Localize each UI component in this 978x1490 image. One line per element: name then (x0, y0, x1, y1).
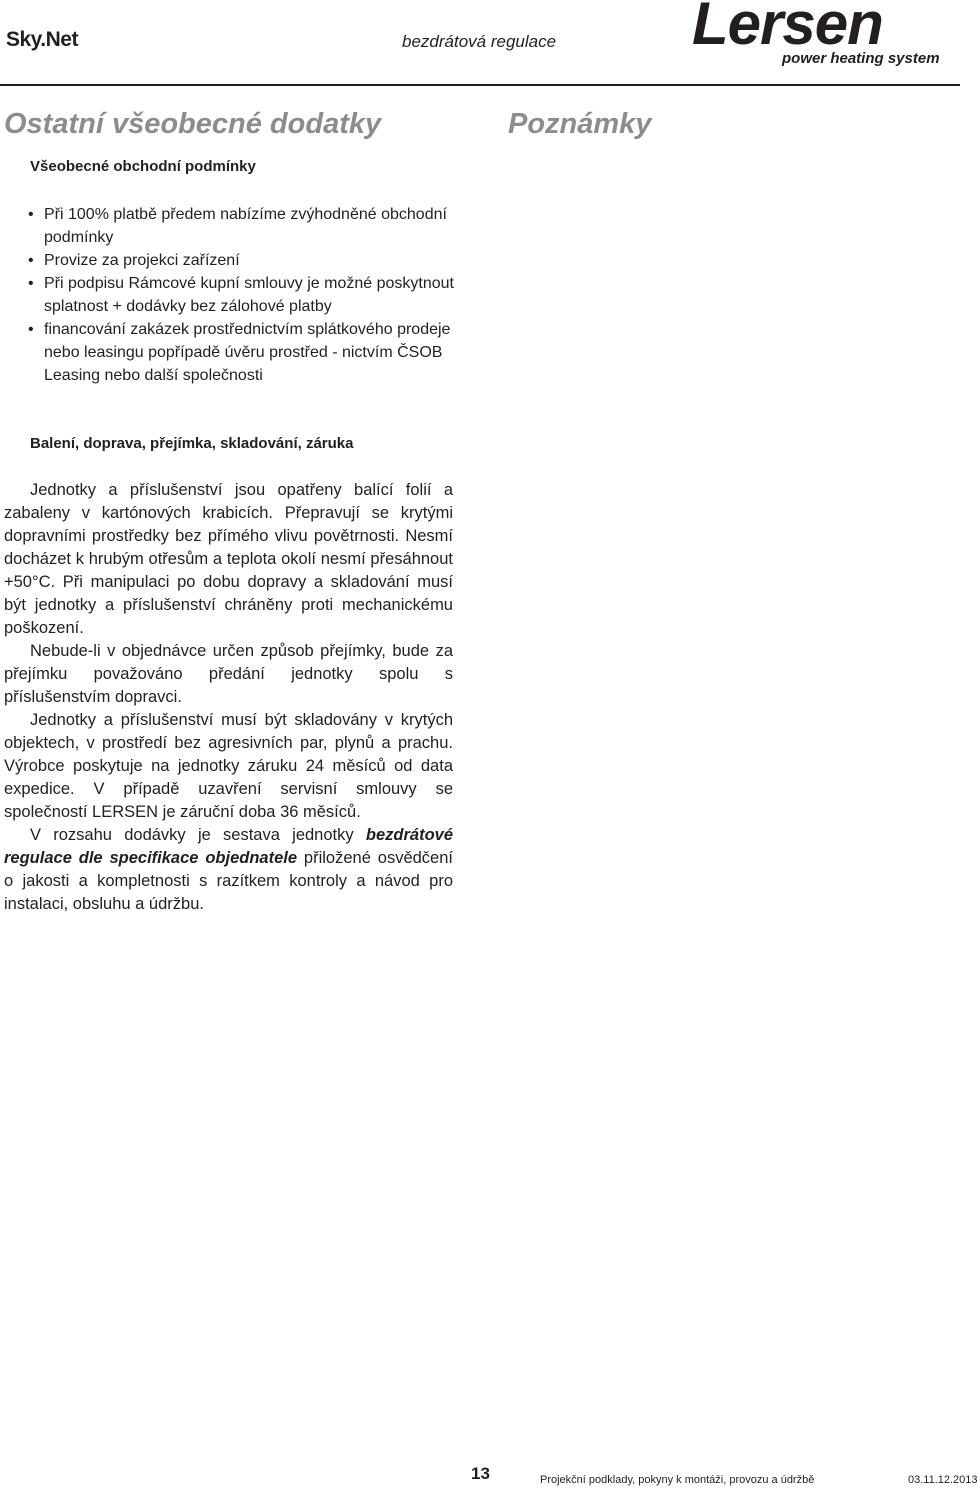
text-run: přiložené osvědčení o jakosti a kompletnosti s razítkem kontroly a návod pro instalaci, obsluhu a údržbu. (4, 849, 453, 913)
list-item: • financování zakázek prostřednictvím splátkového prodeje nebo leasingu popřípadě úvěru prostřed - nictvím ČSOB Leasing nebo další společnosti (28, 318, 468, 387)
paragraph (4, 824, 453, 916)
page-number: 13 (471, 1464, 490, 1483)
paragraph: Jednotky a příslušenství musí být skladovány v krytých objektech, v prostředí bez agresivních par, plynů a prachu. Výrobce poskytuje na jednotky záruku 24 měsíců od data expedice. V případě uzavření servisní smlouvy se společností LERSEN je záruční doba 36 měsíců. (4, 711, 453, 821)
section-heading-terms: Všeobecné obchodní podmínky (30, 158, 256, 175)
page-title: Ostatní všeobecné dodatky (4, 108, 382, 140)
brand-title: Sky.Net (6, 28, 78, 51)
notes-title: Poznámky (508, 108, 652, 140)
terms-list (28, 203, 468, 387)
header-subtitle: bezdrátová regulace (402, 32, 557, 51)
emphasis-text: bezdrátové regulace dle specifikace objednatele (4, 826, 453, 867)
packaging-text (4, 479, 453, 916)
list-item: • Při podpisu Rámcové kupní smlouvy je možné poskytnout splatnost + dodávky bez zálohové platby (28, 272, 468, 318)
list-item: • Při 100% platbě předem nabízíme zvýhodněné obchodní podmínky (28, 203, 468, 249)
footer-date: 03.11.12.2013 (908, 1474, 978, 1486)
header-divider (0, 84, 960, 86)
paragraph: Nebude-li v objednávce určen způsob přejímky, bude za přejímku považováno předání jednotky spolu s příslušenstvím dopravci. (4, 642, 453, 706)
section-heading-packaging: Balení, doprava, přejímka, skladování, záruka (30, 435, 354, 452)
paragraph: Jednotky a příslušenství jsou opatřeny balící folií a zabaleny v kartónových krabicích. Přepravují se krytými dopravními prostředky bez přímého vlivu povětrnosti. Nesmí docházet k hrubým otřesům a teplota okolí nesmí přesáhnout +50°C. Při manipulaci po dobu dopravy a skladování musí být jednotky a příslušenství chráněny proti mechanickému poškození. (4, 481, 453, 637)
text-run: V rozsahu dodávky je sestava jednotky (30, 826, 366, 844)
lersen-logo (690, 0, 960, 72)
list-item: • Provize za projekci zařízení (28, 249, 468, 272)
logo-word: Lersen (692, 0, 883, 57)
footer-doc-title: Projekční podklady, pokyny k montáži, provozu a údržbě (540, 1474, 815, 1486)
logo-tagline: power heating system (782, 50, 940, 67)
